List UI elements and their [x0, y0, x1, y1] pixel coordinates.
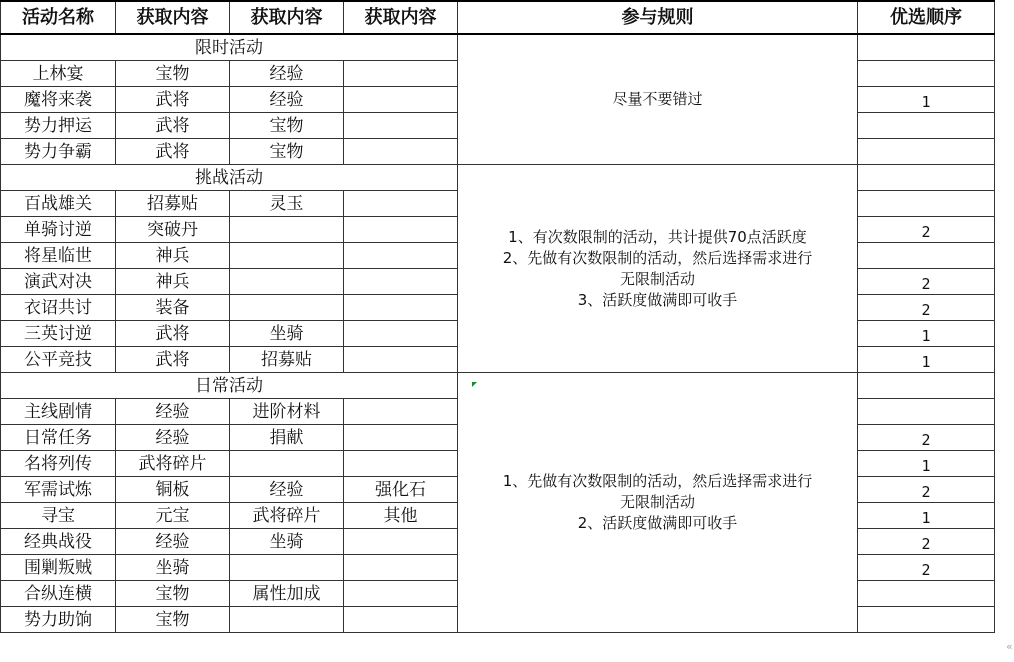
section-title[interactable]: 挑战活动 [1, 165, 458, 191]
activity-name-cell[interactable]: 将星临世 [1, 243, 116, 269]
content-cell-1[interactable]: 武将 [116, 347, 230, 373]
content-cell-2[interactable] [230, 451, 344, 477]
content-cell-1[interactable]: 坐骑 [116, 555, 230, 581]
content-cell-3[interactable] [344, 425, 458, 451]
priority-cell[interactable] [858, 399, 995, 425]
rule-cell[interactable] [458, 373, 858, 633]
section-title[interactable]: 日常活动 [1, 373, 458, 399]
content-cell-1[interactable]: 突破丹 [116, 217, 230, 243]
activity-name-cell[interactable]: 经典战役 [1, 529, 116, 555]
activity-name-cell[interactable]: 合纵连横 [1, 581, 116, 607]
content-cell-2[interactable]: 坐骑 [230, 321, 344, 347]
content-cell-2[interactable]: 武将碎片 [230, 503, 344, 529]
header-activity-name[interactable]: 活动名称 [1, 1, 116, 34]
activity-name-cell[interactable]: 三英讨逆 [1, 321, 116, 347]
rule-line: 尽量不要错过 [612, 90, 703, 108]
content-cell-3[interactable] [344, 581, 458, 607]
content-cell-3[interactable] [344, 217, 458, 243]
priority-cell[interactable]: 2 [858, 425, 995, 451]
content-cell-3[interactable] [344, 139, 458, 165]
rule-line: 1、先做有次数限制的活动，然后选择需求进行 [502, 472, 813, 490]
content-cell-1[interactable]: 宝物 [116, 61, 230, 87]
priority-cell[interactable] [858, 607, 995, 633]
content-cell-3[interactable] [344, 295, 458, 321]
activity-name-cell[interactable]: 上林宴 [1, 61, 116, 87]
content-cell-1[interactable]: 武将 [116, 139, 230, 165]
content-cell-1[interactable]: 元宝 [116, 503, 230, 529]
content-cell-3[interactable]: 强化石 [344, 477, 458, 503]
priority-cell[interactable] [858, 139, 995, 165]
activity-name-cell[interactable]: 单骑讨逆 [1, 217, 116, 243]
content-cell-1[interactable]: 招募贴 [116, 191, 230, 217]
content-cell-1[interactable]: 宝物 [116, 581, 230, 607]
activity-name-cell[interactable]: 军需试炼 [1, 477, 116, 503]
section-row [1, 373, 995, 399]
header-priority[interactable]: 优选顺序 [858, 1, 995, 34]
content-cell-2[interactable]: 捐献 [230, 425, 344, 451]
activity-name-cell[interactable]: 主线剧情 [1, 399, 116, 425]
activity-name-cell[interactable]: 魔将来袭 [1, 87, 116, 113]
section-title[interactable]: 限时活动 [1, 34, 458, 61]
priority-cell[interactable]: 1 [858, 321, 995, 347]
priority-cell[interactable]: 2 [858, 477, 995, 503]
comment-indicator-icon [472, 382, 477, 387]
rule-line: 2、活跃度做满即可收手 [577, 514, 738, 532]
table-body [1, 34, 995, 633]
rule-line: 1、有次数限制的活动，共计提供70点活跃度 [508, 227, 807, 246]
activity-name-cell[interactable]: 日常任务 [1, 425, 116, 451]
content-cell-3[interactable] [344, 61, 458, 87]
priority-cell[interactable]: 2 [858, 269, 995, 295]
content-cell-2[interactable]: 宝物 [230, 139, 344, 165]
content-cell-1[interactable]: 铜板 [116, 477, 230, 503]
content-cell-3[interactable] [344, 555, 458, 581]
content-cell-3[interactable] [344, 321, 458, 347]
content-cell-3[interactable] [344, 243, 458, 269]
content-cell-2[interactable] [230, 555, 344, 581]
content-cell-1[interactable]: 武将碎片 [116, 451, 230, 477]
content-cell-2[interactable]: 坐骑 [230, 529, 344, 555]
content-cell-1[interactable]: 宝物 [116, 607, 230, 633]
priority-cell[interactable] [858, 34, 995, 61]
activity-name-cell[interactable]: 公平竞技 [1, 347, 116, 373]
section-row [1, 165, 995, 191]
scroll-arrow-icon[interactable]: « [1006, 640, 1013, 653]
content-cell-2[interactable]: 经验 [230, 61, 344, 87]
activity-name-cell[interactable]: 势力助饷 [1, 607, 116, 633]
activity-name-cell[interactable]: 势力押运 [1, 113, 116, 139]
content-cell-1[interactable]: 神兵 [116, 269, 230, 295]
content-cell-2[interactable] [230, 269, 344, 295]
content-cell-1[interactable]: 武将 [116, 87, 230, 113]
priority-cell[interactable]: 2 [858, 529, 995, 555]
header-row [1, 1, 995, 34]
content-cell-2[interactable] [230, 295, 344, 321]
header-content-2[interactable]: 获取内容 [230, 1, 344, 34]
content-cell-2[interactable]: 灵玉 [230, 191, 344, 217]
content-cell-1[interactable]: 武将 [116, 113, 230, 139]
priority-cell[interactable]: 1 [858, 87, 995, 113]
rule-line: 3、活跃度做满即可收手 [577, 290, 738, 309]
activity-name-cell[interactable]: 名将列传 [1, 451, 116, 477]
content-cell-3[interactable] [344, 87, 458, 113]
priority-cell[interactable] [858, 165, 995, 191]
content-cell-2[interactable] [230, 607, 344, 633]
priority-cell[interactable]: 2 [858, 295, 995, 321]
activity-name-cell[interactable]: 衣诏共讨 [1, 295, 116, 321]
content-cell-2[interactable]: 进阶材料 [230, 399, 344, 425]
priority-cell[interactable] [858, 191, 995, 217]
content-cell-2[interactable] [230, 243, 344, 269]
content-cell-2[interactable]: 经验 [230, 87, 344, 113]
priority-cell[interactable] [858, 113, 995, 139]
content-cell-2[interactable]: 经验 [230, 477, 344, 503]
priority-cell[interactable]: 2 [858, 217, 995, 243]
content-cell-1[interactable]: 经验 [116, 529, 230, 555]
content-cell-2[interactable] [230, 217, 344, 243]
priority-cell[interactable]: 1 [858, 347, 995, 373]
activity-name-cell[interactable]: 势力争霸 [1, 139, 116, 165]
content-cell-3[interactable] [344, 451, 458, 477]
activity-name-cell[interactable]: 演武对决 [1, 269, 116, 295]
content-cell-3[interactable] [344, 529, 458, 555]
content-cell-2[interactable]: 招募贴 [230, 347, 344, 373]
content-cell-2[interactable]: 宝物 [230, 113, 344, 139]
header-content-1[interactable]: 获取内容 [116, 1, 230, 34]
priority-cell[interactable]: 1 [858, 503, 995, 529]
content-cell-3[interactable] [344, 347, 458, 373]
content-cell-1[interactable]: 神兵 [116, 243, 230, 269]
header-content-3[interactable]: 获取内容 [344, 1, 458, 34]
content-cell-3[interactable]: 其他 [344, 503, 458, 529]
section-row [1, 34, 995, 61]
priority-cell[interactable] [858, 581, 995, 607]
activity-name-cell[interactable]: 寻宝 [1, 503, 116, 529]
content-cell-1[interactable]: 经验 [116, 399, 230, 425]
content-cell-3[interactable] [344, 269, 458, 295]
priority-cell[interactable]: 1 [858, 451, 995, 477]
priority-cell[interactable]: 2 [858, 555, 995, 581]
content-cell-3[interactable] [344, 113, 458, 139]
priority-cell[interactable] [858, 61, 995, 87]
content-cell-3[interactable] [344, 399, 458, 425]
content-cell-1[interactable]: 武将 [116, 321, 230, 347]
rule-cell[interactable] [458, 165, 858, 373]
rule-cell[interactable] [458, 34, 858, 165]
activity-name-cell[interactable]: 百战雄关 [1, 191, 116, 217]
priority-cell[interactable] [858, 373, 995, 399]
rule-line: 无限制活动 [619, 493, 695, 511]
header-rules[interactable]: 参与规则 [458, 1, 858, 34]
content-cell-2[interactable]: 属性加成 [230, 581, 344, 607]
rule-line: 无限制活动 [619, 269, 695, 288]
priority-cell[interactable] [858, 243, 995, 269]
content-cell-1[interactable]: 经验 [116, 425, 230, 451]
content-cell-3[interactable] [344, 191, 458, 217]
content-cell-3[interactable] [344, 607, 458, 633]
activity-name-cell[interactable]: 围剿叛贼 [1, 555, 116, 581]
rule-line: 2、先做有次数限制的活动，然后选择需求进行 [502, 248, 813, 267]
content-cell-1[interactable]: 装备 [116, 295, 230, 321]
